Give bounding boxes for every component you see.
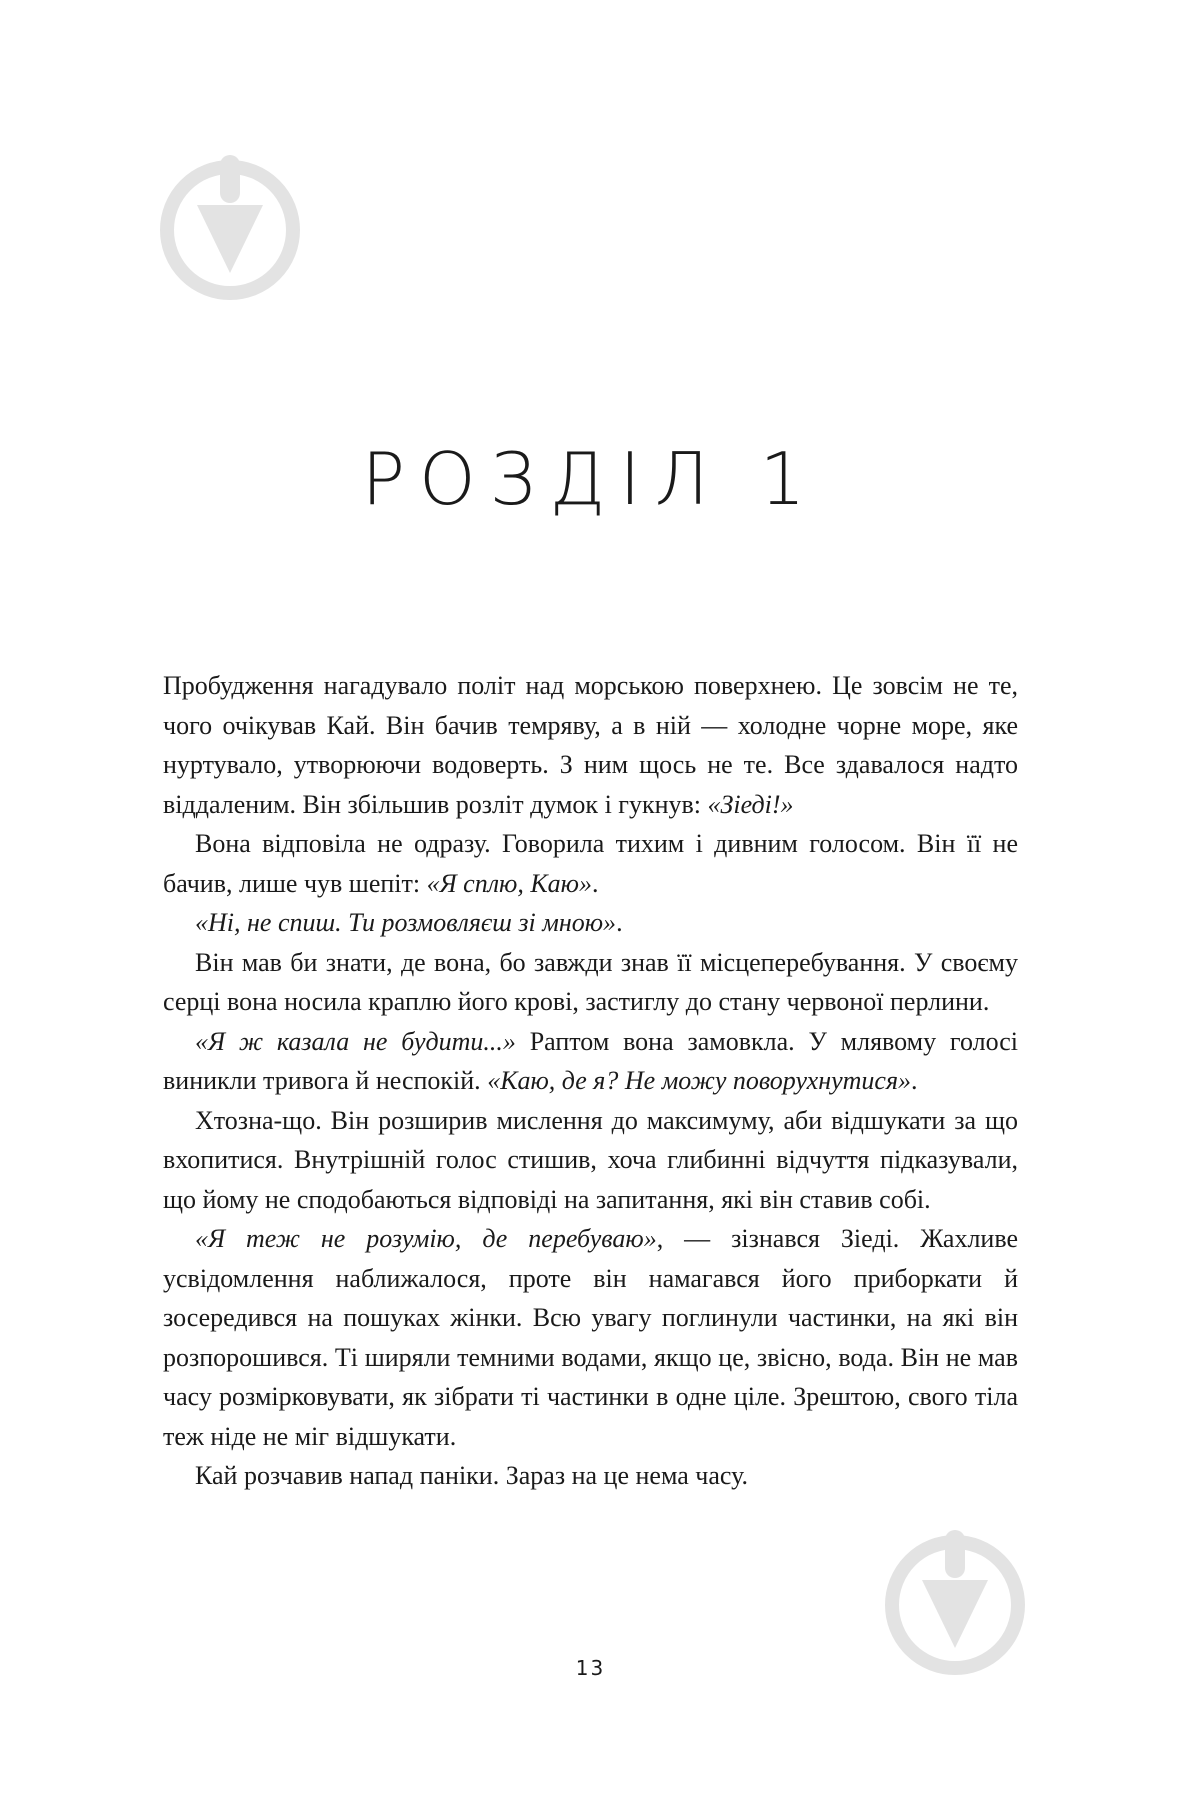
paragraph [163,666,1018,824]
paragraph [163,1101,1018,1220]
text-run: . [911,1066,918,1095]
watermark-arrow-icon [880,1530,1030,1680]
italic-speech: «Каю, де я? Не можу поворухнутися» [487,1066,912,1095]
paragraph [163,1022,1018,1101]
chapter-title: РОЗДІЛ 1 [361,437,820,522]
italic-speech: «Ні, не спиш. Ти розмовляєш зі мною» [195,908,617,937]
text-run: , — зізнався Зіеді. Жахливе усвідомлення наближалося, проте він намагався його приборкати й зосередився на пошуках жінки. Всю увагу поглинули частинки, на які він розпорошився. Ті ширяли темними водами, якщо це, звісно, вода. Він не мав часу розмірковувати, як зібрати ті частинки в одне ціле. Зрештою, свого тіла теж ніде не міг відшукати. [163,1224,1018,1451]
paragraph [163,943,1018,1022]
text-run: . [616,908,623,937]
italic-speech: «Зіеді!» [707,789,794,819]
watermark-arrow-icon [155,155,305,305]
text-run: . [592,868,599,898]
text-run: Хтозна-що. Він розширив мислення до максимуму, аби відшукати за що вхопитися. Внутрішній голос стишив, хоча глибинні відчуття підказували, що йому не сподобаються відповіді на запитання, які він ставив собі. [163,1105,1018,1214]
chapter-body [163,666,1018,1496]
paragraph [163,903,1018,943]
text-run: Раптом вона замовкла. У млявому голосі виникли тривога й неспокій. [163,1026,1018,1095]
paragraph [163,824,1018,903]
italic-speech: «Я сплю, Каю» [426,868,592,898]
paragraph [163,1219,1018,1456]
italic-speech: «Я теж не розумію, де перебуваю» [195,1224,657,1253]
paragraph [163,1456,1018,1496]
italic-speech: «Я ж казала не будити...» [195,1026,516,1056]
text-run: Кай розчавив напад паніки. Зараз на це нема часу. [195,1461,748,1490]
text-run: Вона відповіла не одразу. Говорила тихим і дивним голосом. Він її не бачив, лише чув шепіт: [163,829,1018,898]
text-run: Пробудження нагадувало політ над морською поверхнею. Це зовсім не те, чого очікував Кай. Він бачив темряву, а в ній — холодне чорне море, яке нуртувало, утворюючи водоверть. З ним щось не те. Все здавалося надто віддаленим. Він збільшив розліт думок і гукнув: [163,671,1018,819]
text-run: Він мав би знати, де вона, бо завжди знав її місцеперебування. У своєму серці вона носила краплю його крові, застиглу до стану червоної перлини. [163,947,1018,1016]
page-number: 13 [575,1656,606,1680]
